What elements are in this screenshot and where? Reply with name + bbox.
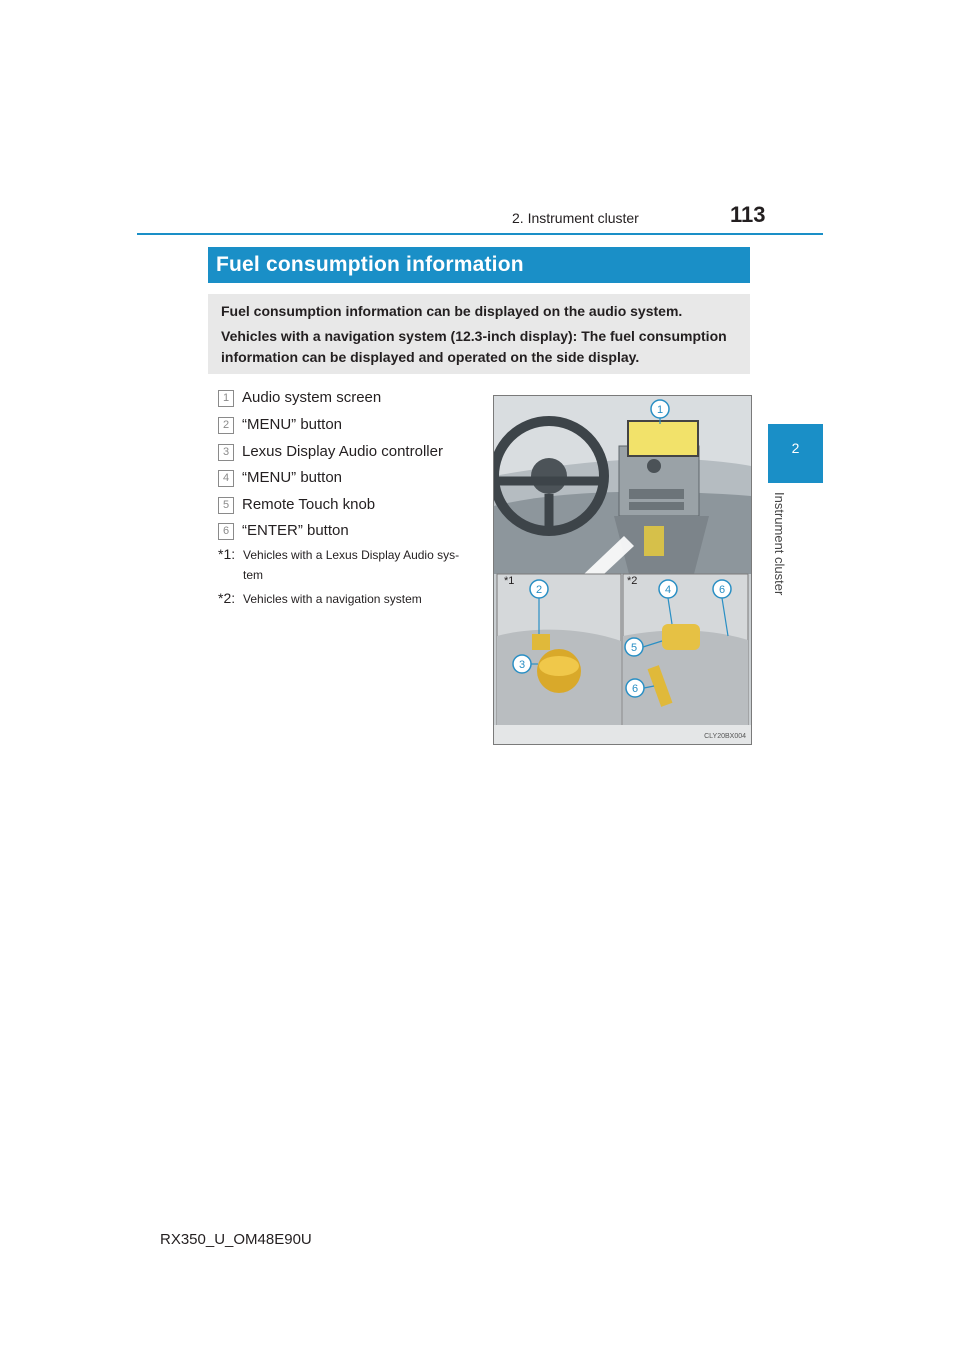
- chapter-number: 2: [791, 440, 800, 456]
- footnote-text-cont: tem: [243, 568, 264, 582]
- intro-line-1: Fuel consumption information can be displayed on the audio system.: [221, 303, 683, 319]
- item-label: “MENU” button: [242, 416, 343, 433]
- item-number: 3: [218, 444, 234, 461]
- inset-label-1: *1: [504, 575, 515, 587]
- callout-3: 3: [518, 659, 526, 671]
- footnote-mark: *2:: [218, 590, 236, 606]
- running-header-section: 2. Instrument cluster: [512, 210, 639, 226]
- item-label: Remote Touch knob: [242, 496, 376, 513]
- chapter-label-text: Instrument cluster: [772, 492, 787, 596]
- chapter-tab: [768, 424, 823, 483]
- page-number: 113: [730, 202, 766, 227]
- callout-4: 4: [664, 584, 672, 596]
- section-title: Fuel consumption information: [216, 253, 524, 276]
- item-label: “ENTER” button: [242, 522, 349, 539]
- item-number: 1: [218, 390, 234, 407]
- item-label: Audio system screen: [242, 389, 382, 406]
- dashboard-figure: [493, 395, 752, 745]
- callout-1: 1: [656, 404, 664, 416]
- intro-line-3: information can be displayed and operated on the side display.: [221, 349, 640, 365]
- intro-line-2: Vehicles with a navigation system (12.3-inch display): The fuel consumption: [221, 328, 727, 344]
- item-number: 6: [218, 523, 234, 540]
- footnote-text: Vehicles with a navigation system: [243, 592, 422, 606]
- inset-label-2: *2: [627, 575, 638, 587]
- chapter-label: [771, 492, 789, 612]
- intro-box: [208, 294, 750, 374]
- callout-6-lower: 6: [631, 683, 639, 695]
- footnote-mark: *1:: [218, 546, 236, 562]
- document-code: RX350_U_OM48E90U: [160, 1231, 312, 1248]
- item-number: 4: [218, 470, 234, 487]
- figure-code: CLY20BX004: [704, 733, 746, 740]
- callout-6: 6: [718, 584, 726, 596]
- item-label: “MENU” button: [242, 469, 343, 486]
- dashboard-illustration: [494, 396, 751, 744]
- callout-5: 5: [630, 642, 638, 654]
- section-heading: [208, 247, 750, 283]
- item-label: Lexus Display Audio controller: [242, 443, 443, 460]
- item-number: 2: [218, 417, 234, 434]
- header-rule: [137, 233, 823, 235]
- callout-2: 2: [535, 584, 543, 596]
- footnote-text: Vehicles with a Lexus Display Audio sys-: [243, 548, 460, 562]
- item-number: 5: [218, 497, 234, 514]
